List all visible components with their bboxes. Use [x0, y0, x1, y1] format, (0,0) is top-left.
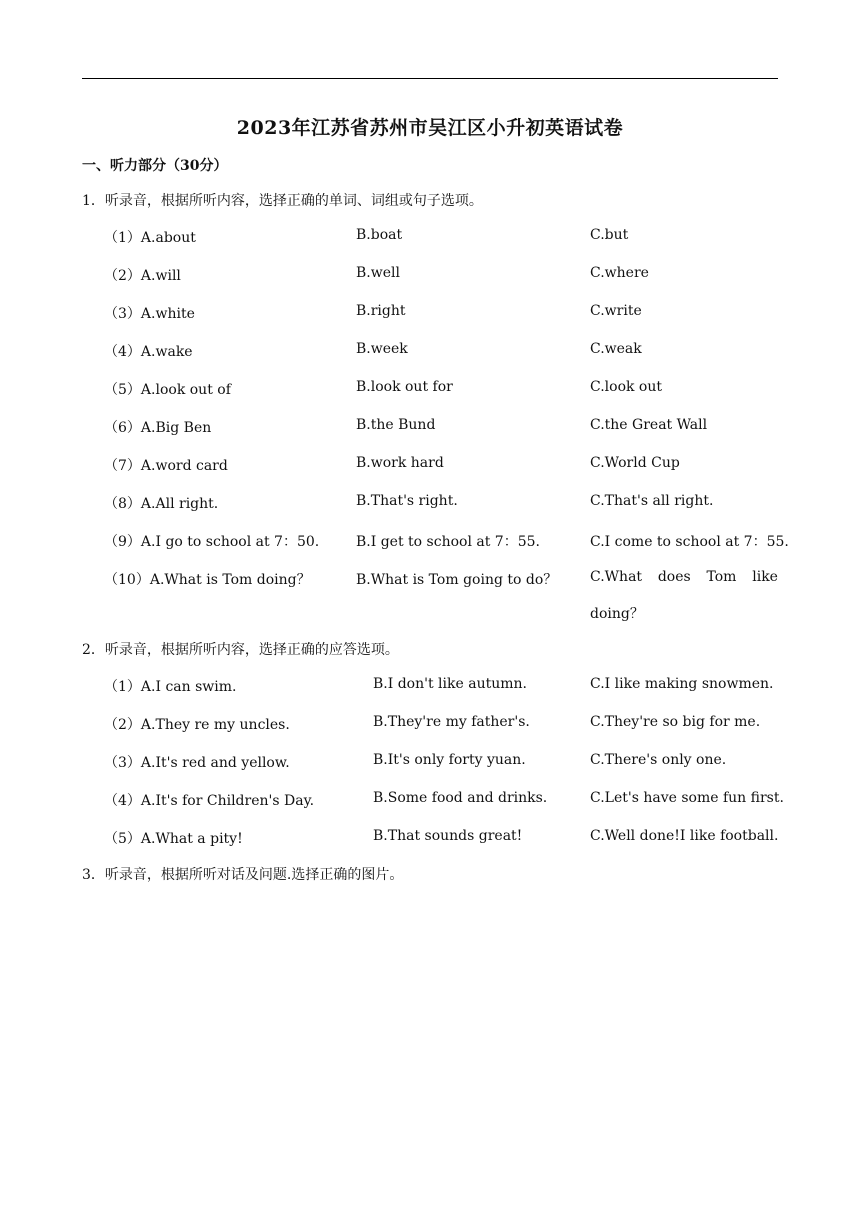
item-number: （2）A.They re my uncles. — [104, 717, 290, 733]
item-number: （3）A.It's red and yellow. — [104, 755, 290, 771]
option-c: C.where — [590, 265, 649, 281]
item-number: （9）A.I go to school at 7：50. — [104, 534, 320, 550]
option-c: C.I come to school at 7：55. — [590, 534, 789, 550]
option-b: B.I get to school at 7：55. — [356, 534, 540, 550]
q1-item-10-option-c-continued: doing？ — [590, 606, 644, 622]
q1-item-10-option-c — [590, 569, 778, 585]
q2-item-2 — [82, 714, 778, 738]
item-number: （4）A.wake — [104, 344, 193, 360]
option-c: C.Well done!I like football. — [590, 828, 779, 844]
q1-item-3 — [82, 303, 778, 327]
page-title: 2023年江苏省苏州市吴江区小升初英语试卷 — [236, 117, 624, 139]
q2-item-3 — [82, 752, 778, 776]
q2-item-5 — [82, 828, 778, 852]
header-rule — [82, 78, 778, 79]
item-number: （6）A.Big Ben — [104, 420, 212, 436]
option-c: C.the Great Wall — [590, 417, 708, 433]
option-b: B.look out for — [356, 379, 453, 395]
item-number: （10）A.What is Tom doing？ — [104, 572, 311, 588]
option-b: B.That sounds great! — [373, 828, 523, 844]
option-b: B.work hard — [356, 455, 444, 471]
option-b: B.the Bund — [356, 417, 436, 433]
option-c: C.but — [590, 227, 629, 243]
option-b: B.What is Tom going to do？ — [356, 572, 558, 588]
option-b: B.It's only forty yuan. — [373, 752, 526, 768]
item-number: （1）A.about — [104, 230, 196, 246]
item-number: （8）A.All right. — [104, 496, 219, 512]
q1-item-8 — [82, 493, 778, 517]
option-c: C.write — [590, 303, 642, 319]
option-c: C.That's all right. — [590, 493, 714, 509]
option-b: B.I don't like autumn. — [373, 676, 527, 692]
q1-item-2 — [82, 265, 778, 289]
option-c-word: like — [752, 569, 778, 585]
q1-item-1 — [82, 227, 778, 251]
item-number: （7）A.word card — [104, 458, 228, 474]
option-b: B.Some food and drinks. — [373, 790, 548, 806]
q3-instruction: 3．听录音，根据所听对话及问题.选择正确的图片。 — [82, 867, 404, 883]
option-c: C.World Cup — [590, 455, 680, 471]
item-number: （3）A.white — [104, 306, 195, 322]
option-b: B.right — [356, 303, 406, 319]
item-number: （5）A.look out of — [104, 382, 231, 398]
q1-instruction: 1．听录音，根据所听内容，选择正确的单词、词组或句子选项。 — [82, 193, 483, 209]
option-b: B.well — [356, 265, 400, 281]
item-number: （2）A.will — [104, 268, 181, 284]
q2-item-1 — [82, 676, 778, 700]
q1-item-5 — [82, 379, 778, 403]
q1-item-7 — [82, 455, 778, 479]
option-b: B.week — [356, 341, 408, 357]
option-c: C.weak — [590, 341, 642, 357]
q1-item-6 — [82, 417, 778, 441]
q2-item-4 — [82, 790, 784, 814]
option-b: B.That's right. — [356, 493, 458, 509]
section-heading-listening: 一、听力部分（30分） — [82, 158, 228, 174]
option-c-word: does — [657, 569, 691, 585]
item-number: （1）A.I can swim. — [104, 679, 237, 695]
option-b: B.boat — [356, 227, 403, 243]
q2-instruction: 2．听录音，根据所听内容，选择正确的应答选项。 — [82, 642, 399, 658]
option-c-word: C.What — [590, 569, 643, 585]
item-number: （5）A.What a pity! — [104, 831, 243, 847]
option-c: C.There's only one. — [590, 752, 727, 768]
option-c: C.look out — [590, 379, 663, 395]
item-number: （4）A.It's for Children's Day. — [104, 793, 315, 809]
option-b: B.They're my father's. — [373, 714, 530, 730]
option-c: C.They're so big for me. — [590, 714, 761, 730]
q1-item-9 — [82, 531, 789, 555]
option-c: C.I like making snowmen. — [590, 676, 774, 692]
option-c-word: Tom — [706, 569, 737, 585]
q1-item-4 — [82, 341, 778, 365]
option-c: C.Let's have some fun first. — [590, 790, 784, 806]
